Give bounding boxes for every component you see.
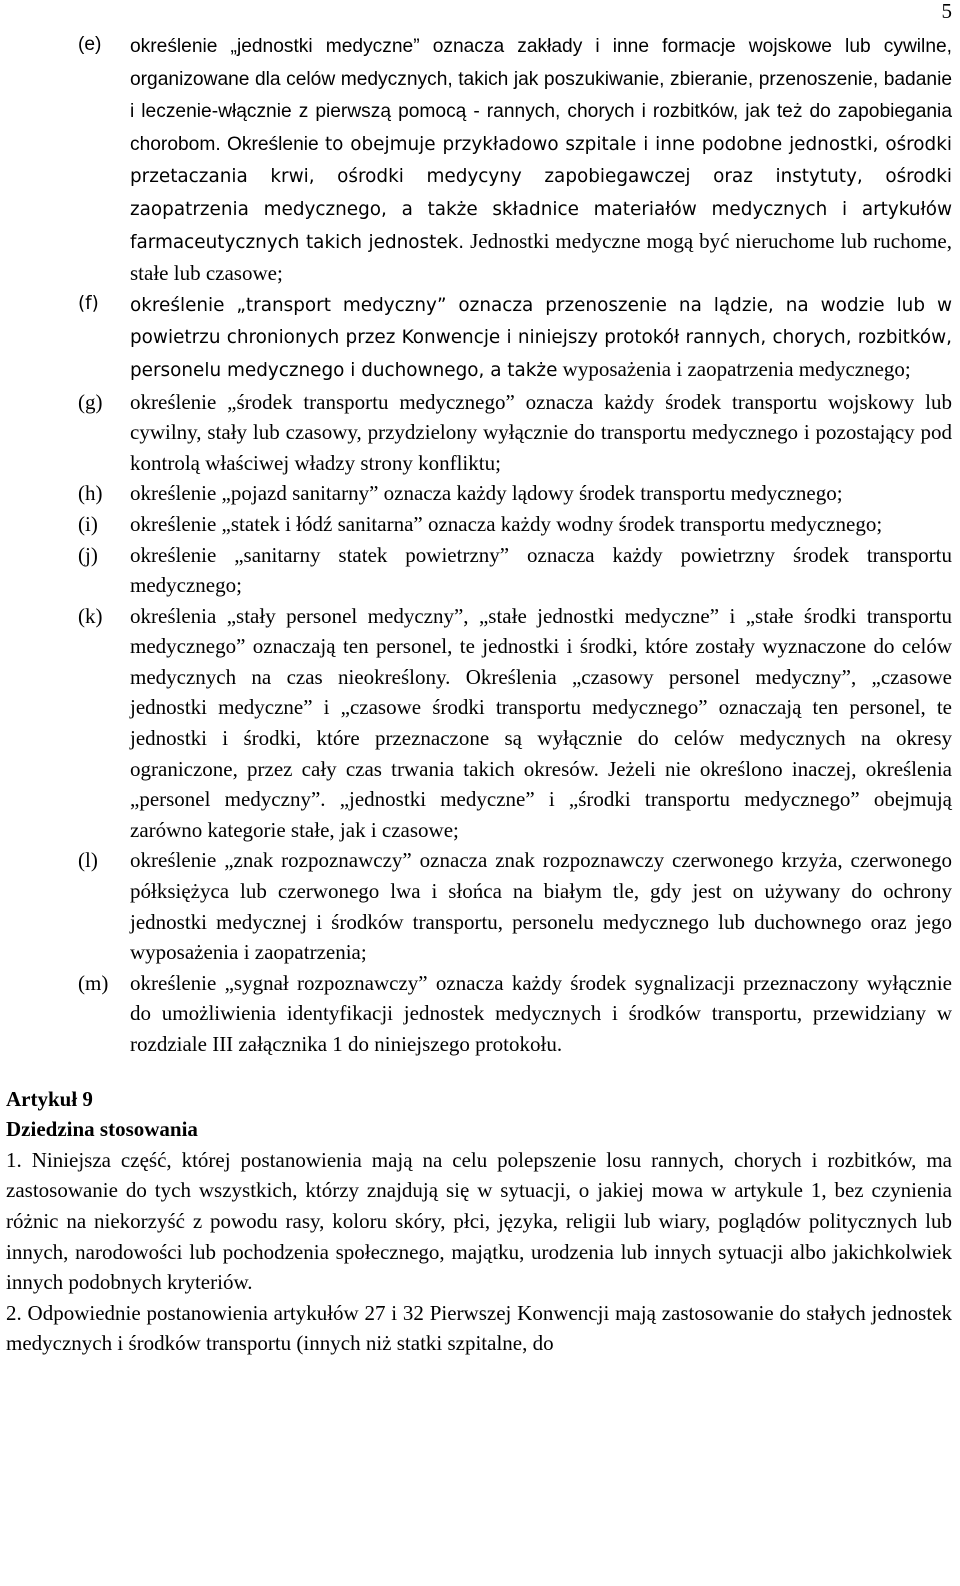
definition-label: (h) — [78, 481, 103, 506]
definition-k — [6, 601, 952, 846]
document-body — [6, 30, 952, 1359]
definition-text: określenie „jednostki medyczne” oznacza zakłady i inne formacje wojskowe lub cywilne, organizowane dla celów medycznych, takich jak poszukiwanie, zbieranie, przenoszenie, badanie i leczenie-włącznie z pierwszą pomocą - rannych, chorych i rozbitków, jak też do zapobiegania chorobom. Określenie — [130, 36, 952, 155]
definition-label: (g) — [78, 389, 103, 414]
definition-text: wyposażenia i zaopatrzenia medycznego; — [562, 356, 911, 381]
definition-text: określenie „sanitarny statek powietrzny” oznacza każdy powietrzny środek transportu medycznego; — [130, 542, 952, 598]
definition-label: (m) — [78, 970, 109, 995]
article-title-heading: Dziedzina stosowania — [6, 1117, 198, 1142]
definition-text: określenie „pojazd sanitarny” oznacza każdy lądowy środek transportu medycznego; — [130, 481, 843, 506]
definitions-list — [6, 30, 952, 1060]
definition-text: określenie „statek i łódź sanitarna” oznacza każdy wodny środek transportu medycznego; — [130, 511, 883, 536]
definition-label: (k) — [78, 603, 103, 628]
definition-j — [6, 540, 952, 601]
definition-text: określenie „transport medyczny” oznacza przenoszenie na lądzie, na wodzie lub w powietrzu chronionych przez Konwencje i niniejszy protokół rannych, chorych, rozbitków, personelu medycznego i duchownego, a także — [130, 294, 952, 381]
definition-i — [6, 509, 952, 540]
definition-text: określenie „sygnał rozpoznawczy” oznacza każdy środek sygnalizacji przeznaczony wyłącznie do umożliwienia identyfikacji jednostek medycznych i środków transportu, przewidziany w rozdziale III załącznika 1 do niniejszego protokołu. — [130, 970, 952, 1056]
definition-label: (f) — [78, 292, 99, 314]
article-number-heading: Artykuł 9 — [6, 1086, 93, 1111]
definition-text: określenie „znak rozpoznawczy” oznacza znak rozpoznawczy czerwonego krzyża, czerwonego półksiężyca lub czerwonego lwa i słońca na białym tle, gdy jest on używany do ochrony jednostki medycznej i środków transportu, personelu medycznego lub duchownego oraz jego wyposażenia i zaopatrzenia; — [130, 848, 952, 965]
definition-e — [6, 30, 952, 289]
article-paragraph-1: 1. Niniejsza część, której postanowienia mają na celu polepszenie losu rannych, chorych i rozbitków, ma zastosowanie do tych wszystkich, którzy znajdują się w sytuacji, o jakiej mowa w artykule 1, bez czynienia różnic na niekorzyść z powodu rasy, koloru skóry, płci, języka, religii lub wiary, poglądów politycznych lub innych, narodowości lub pochodzenia społecznego, majątku, urodzenia lub innych sytuacji albo jakichkolwiek innych podobnych kryteriów. — [6, 1147, 952, 1295]
definition-g — [6, 387, 952, 479]
definition-l — [6, 845, 952, 967]
definition-text: Jednostki medyczne mogą być nieruchome lub ruchome, stałe lub czasowe; — [130, 228, 953, 286]
definition-label: (l) — [78, 848, 98, 873]
definition-text: określenia „stały personel medyczny”, „stałe jednostki medyczne” i „stałe środki transportu medycznego” oznaczają ten personel, te jednostki i środki, które zostały wyznaczone do celów medycznych na czas nieokreślony. Określenia „czasowy personel medyczny”, „czasowe jednostki medyczne” i „czasowe środki transportu medycznego” oznaczają ten personel, te jednostki i środki, które przeznaczone są wyłącznie do celów medycznych na okresy ograniczone, przez cały czas trwania takich okresów. Jeżeli nie określono inaczej, określenia „personel medyczny”. „jednostki medyczne” i „środki transportu medycznego” obejmują zarówno kategorie stałe, jak i czasowe; — [130, 603, 952, 842]
definition-label: (e) — [78, 34, 102, 55]
definition-label: (i) — [78, 511, 98, 536]
definition-f — [6, 289, 952, 387]
definition-h — [6, 478, 952, 509]
definition-m — [6, 968, 952, 1060]
page-number: 5 — [941, 0, 952, 23]
article-paragraph-2: 2. Odpowiednie postanowienia artykułów 27 i 32 Pierwszej Konwencji mają zastosowanie do stałych jednostek medycznych i środków transportu (innych niż statki szpitalne, do — [6, 1300, 952, 1356]
definition-text: to obejmuje przykładowo szpitale i inne podobne jednostki, ośrodki przetaczania krwi, ośrodki medycyny zapobiegawczej oraz instytuty, ośrodki zaopatrzenia medycznego, a także składnice materiałów medycznych i artykułów farmaceutycznych takich jednostek. — [130, 133, 952, 253]
definition-text: określenie „środek transportu medycznego” oznacza każdy środek transportu wojskowy lub cywilny, stały lub czasowy, przydzielony wyłącznie do transportu medycznego i pozostający pod kontrolą właściwej władzy strony konfliktu; — [130, 389, 952, 475]
definition-label: (j) — [78, 542, 98, 567]
article-section — [6, 1084, 952, 1359]
